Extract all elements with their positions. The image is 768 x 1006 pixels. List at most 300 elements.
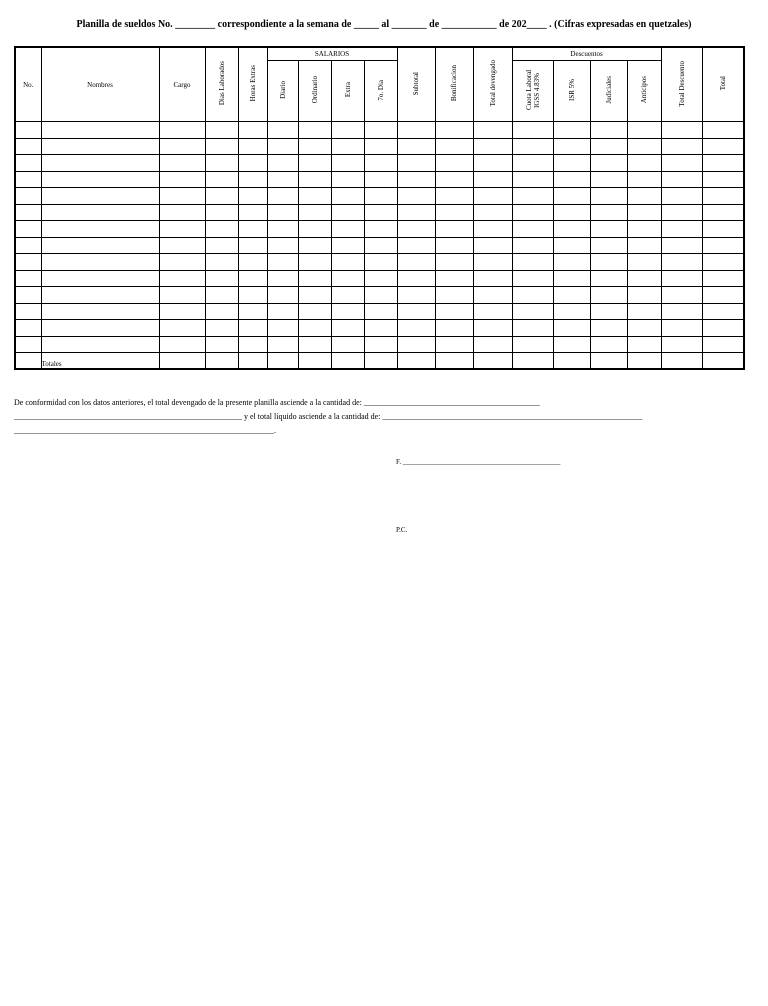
table-cell <box>298 221 331 238</box>
header-horas-extras-label: Horas Extras <box>248 65 257 102</box>
table-cell <box>435 155 473 172</box>
table-cell <box>627 171 661 188</box>
table-cell <box>159 336 205 353</box>
table-row <box>15 336 744 353</box>
signature-line: F. _____________________________________________ <box>396 458 561 466</box>
table-cell <box>661 287 702 304</box>
table-cell <box>473 303 512 320</box>
table-cell <box>298 287 331 304</box>
table-cell <box>331 155 364 172</box>
table-cell <box>702 353 744 370</box>
table-cell <box>41 336 159 353</box>
table-cell <box>590 171 627 188</box>
table-cell <box>41 237 159 254</box>
table-cell <box>331 221 364 238</box>
header-total-devengado-label: Total devengado <box>488 60 497 107</box>
table-cell <box>205 155 238 172</box>
table-cell <box>473 353 512 370</box>
table-cell <box>41 204 159 221</box>
table-cell <box>590 122 627 139</box>
conformity-line-1: De conformidad con los datos anteriores, el total devengado de la presente planilla asciende a la cantidad de: ____________________________________________ <box>14 398 540 407</box>
table-cell <box>298 336 331 353</box>
table-cell <box>473 138 512 155</box>
table-cell <box>205 303 238 320</box>
table-cell <box>364 303 397 320</box>
table-cell <box>661 320 702 337</box>
table-cell <box>15 353 41 370</box>
table-cell <box>238 221 267 238</box>
table-cell <box>512 171 553 188</box>
table-cell <box>41 155 159 172</box>
table-cell <box>364 270 397 287</box>
signature-pc-label: P.C. <box>396 526 408 534</box>
table-cell <box>159 270 205 287</box>
table-cell <box>435 188 473 205</box>
header-isr <box>553 61 590 122</box>
table-cell <box>553 237 590 254</box>
header-extra <box>331 61 364 122</box>
table-cell <box>15 237 41 254</box>
table-cell <box>661 138 702 155</box>
table-cell <box>435 171 473 188</box>
table-cell <box>364 138 397 155</box>
table-cell <box>590 303 627 320</box>
table-cell <box>590 270 627 287</box>
table-cell <box>205 237 238 254</box>
table-cell <box>627 270 661 287</box>
header-total-descuento <box>661 47 702 122</box>
table-cell <box>702 204 744 221</box>
table-cell <box>661 254 702 271</box>
header-group-descuentos: Descuentos <box>512 47 661 61</box>
table-row <box>15 171 744 188</box>
header-nombres: Nombres <box>41 47 159 122</box>
table-cell <box>238 171 267 188</box>
header-judiciales-label: Judiciales <box>604 76 613 104</box>
table-cell <box>267 353 298 370</box>
header-subtotal <box>397 47 435 122</box>
table-cell <box>397 270 435 287</box>
table-row <box>15 221 744 238</box>
table-cell <box>661 122 702 139</box>
table-cell <box>364 188 397 205</box>
table-cell <box>702 188 744 205</box>
table-cell <box>397 237 435 254</box>
table-cell <box>627 287 661 304</box>
table-cell <box>205 353 238 370</box>
table-cell <box>331 237 364 254</box>
table-cell <box>435 336 473 353</box>
table-cell <box>627 336 661 353</box>
table-cell <box>473 270 512 287</box>
table-cell <box>590 254 627 271</box>
header-anticipos <box>627 61 661 122</box>
table-cell <box>238 204 267 221</box>
table-cell <box>159 353 205 370</box>
table-cell <box>661 221 702 238</box>
table-cell <box>661 303 702 320</box>
header-total-label: Total <box>718 76 727 91</box>
table-cell <box>512 320 553 337</box>
table-cell <box>512 221 553 238</box>
table-cell <box>435 221 473 238</box>
table-cell <box>15 287 41 304</box>
table-cell <box>590 287 627 304</box>
table-cell <box>159 221 205 238</box>
table-cell <box>298 237 331 254</box>
table-cell <box>397 188 435 205</box>
table-cell <box>205 122 238 139</box>
table-cell <box>298 303 331 320</box>
table-cell <box>435 237 473 254</box>
table-cell <box>298 353 331 370</box>
table-cell <box>238 336 267 353</box>
table-cell <box>41 270 159 287</box>
table-cell <box>41 254 159 271</box>
table-cell <box>627 155 661 172</box>
table-cell <box>15 320 41 337</box>
table-cell <box>397 138 435 155</box>
table-cell <box>397 320 435 337</box>
table-cell <box>205 336 238 353</box>
table-cell <box>331 287 364 304</box>
table-cell <box>267 303 298 320</box>
table-cell <box>397 287 435 304</box>
header-bonificacion-label: Bonificacion <box>450 65 459 102</box>
table-cell <box>298 188 331 205</box>
header-total-descuento-label: Total Descuento <box>677 60 686 107</box>
header-ordinario <box>298 61 331 122</box>
table-cell <box>205 204 238 221</box>
table-cell <box>512 138 553 155</box>
table-cell <box>41 221 159 238</box>
table-cell <box>627 138 661 155</box>
table-cell <box>364 171 397 188</box>
table-cell <box>702 237 744 254</box>
table-cell <box>238 237 267 254</box>
table-cell <box>364 122 397 139</box>
table-cell <box>364 287 397 304</box>
header-bonificacion <box>435 47 473 122</box>
table-cell <box>159 303 205 320</box>
table-cell <box>590 221 627 238</box>
table-cell <box>553 221 590 238</box>
table-cell <box>627 204 661 221</box>
table-cell <box>159 204 205 221</box>
table-cell <box>590 155 627 172</box>
table-row <box>15 188 744 205</box>
header-total <box>702 47 744 122</box>
table-cell <box>661 188 702 205</box>
table-cell <box>267 122 298 139</box>
table-cell <box>702 122 744 139</box>
table-cell <box>702 287 744 304</box>
table-cell <box>435 254 473 271</box>
table-cell <box>397 336 435 353</box>
table-cell <box>627 237 661 254</box>
table-cell <box>435 287 473 304</box>
table-cell <box>331 188 364 205</box>
header-cargo: Cargo <box>159 47 205 122</box>
table-cell <box>238 353 267 370</box>
table-cell <box>397 221 435 238</box>
table-row <box>15 303 744 320</box>
table-cell <box>205 171 238 188</box>
table-cell <box>590 204 627 221</box>
table-cell <box>702 336 744 353</box>
table-cell <box>15 336 41 353</box>
table-cell <box>159 237 205 254</box>
table-cell <box>15 270 41 287</box>
table-row <box>15 204 744 221</box>
table-cell <box>512 188 553 205</box>
table-cell <box>435 270 473 287</box>
header-horas-extras <box>238 47 267 122</box>
header-no: No. <box>15 47 41 122</box>
table-cell <box>473 155 512 172</box>
table-cell <box>473 188 512 205</box>
table-cell <box>627 188 661 205</box>
table-cell <box>553 122 590 139</box>
header-ordinario-label: Ordinario <box>310 76 319 104</box>
table-cell <box>15 188 41 205</box>
table-cell <box>41 122 159 139</box>
table-cell <box>473 287 512 304</box>
table-cell <box>331 336 364 353</box>
table-cell <box>267 171 298 188</box>
table-cell <box>238 287 267 304</box>
conformity-statement <box>14 396 714 438</box>
header-extra-label: Extra <box>343 82 352 98</box>
table-cell <box>267 188 298 205</box>
table-cell <box>41 287 159 304</box>
table-cell <box>590 353 627 370</box>
table-cell <box>41 320 159 337</box>
table-cell <box>661 204 702 221</box>
table-cell <box>364 254 397 271</box>
table-cell <box>590 188 627 205</box>
table-cell <box>159 171 205 188</box>
table-row <box>15 237 744 254</box>
page-title: Planilla de sueldos No. ________ correspondiente a la semana de _____ al _______ de ___________ de 202____ . (Cifras expresadas en quetzales) <box>76 19 692 30</box>
table-cell <box>702 171 744 188</box>
header-total-devengado <box>473 47 512 122</box>
table-cell <box>397 254 435 271</box>
table-cell <box>267 237 298 254</box>
table-cell <box>238 155 267 172</box>
table-cell <box>702 270 744 287</box>
table-cell <box>15 204 41 221</box>
table-cell <box>364 155 397 172</box>
table-cell <box>553 254 590 271</box>
table-cell <box>15 221 41 238</box>
table-cell <box>627 353 661 370</box>
table-cell <box>15 254 41 271</box>
table-cell <box>331 303 364 320</box>
table-cell <box>205 287 238 304</box>
header-septimo-dia-label: 7o. Dia <box>376 79 385 101</box>
table-cell <box>331 171 364 188</box>
table-cell <box>661 155 702 172</box>
table-cell <box>627 221 661 238</box>
table-cell <box>331 320 364 337</box>
table-cell <box>298 171 331 188</box>
table-cell <box>553 303 590 320</box>
table-cell <box>159 155 205 172</box>
table-cell <box>15 155 41 172</box>
table-cell <box>512 254 553 271</box>
table-cell <box>238 138 267 155</box>
table-cell <box>298 138 331 155</box>
table-cell <box>553 138 590 155</box>
header-group-salarios: SALARIOS <box>267 47 397 61</box>
table-row <box>15 320 744 337</box>
table-cell <box>627 303 661 320</box>
table-cell <box>205 270 238 287</box>
header-cuota-igss-label: Cuota Laboral IGSS 4.83% <box>524 69 541 111</box>
table-cell <box>238 188 267 205</box>
table-cell <box>397 353 435 370</box>
table-cell <box>627 320 661 337</box>
table-cell <box>205 320 238 337</box>
totals-row <box>15 353 744 370</box>
table-cell <box>473 254 512 271</box>
header-dias-laborados-label: Dias Laborados <box>217 61 226 106</box>
table-cell <box>159 287 205 304</box>
table-cell <box>159 320 205 337</box>
table-cell <box>41 188 159 205</box>
table-cell <box>553 188 590 205</box>
table-cell <box>590 336 627 353</box>
table-cell <box>331 353 364 370</box>
table-cell <box>627 122 661 139</box>
table-cell <box>331 254 364 271</box>
table-cell <box>512 303 553 320</box>
table-row <box>15 138 744 155</box>
table-cell <box>267 287 298 304</box>
table-cell <box>41 138 159 155</box>
table-cell <box>473 171 512 188</box>
table-cell <box>553 171 590 188</box>
table-cell <box>627 254 661 271</box>
table-cell <box>15 138 41 155</box>
table-cell <box>267 254 298 271</box>
table-cell <box>15 122 41 139</box>
table-cell <box>661 270 702 287</box>
table-cell <box>267 204 298 221</box>
table-cell <box>238 270 267 287</box>
table-cell <box>512 287 553 304</box>
table-cell <box>553 270 590 287</box>
table-row <box>15 155 744 172</box>
table-cell <box>331 122 364 139</box>
table-cell <box>473 320 512 337</box>
table-cell <box>238 320 267 337</box>
table-cell <box>553 204 590 221</box>
table-cell <box>205 188 238 205</box>
table-cell <box>512 270 553 287</box>
header-septimo-dia <box>364 61 397 122</box>
table-row <box>15 122 744 139</box>
table-cell <box>661 353 702 370</box>
table-cell <box>590 138 627 155</box>
table-cell <box>364 336 397 353</box>
table-cell <box>159 138 205 155</box>
header-cuota-igss <box>512 61 553 122</box>
table-cell <box>298 254 331 271</box>
table-cell <box>397 171 435 188</box>
table-cell <box>590 320 627 337</box>
table-cell <box>298 320 331 337</box>
table-cell <box>267 320 298 337</box>
table-cell <box>702 155 744 172</box>
table-cell <box>238 254 267 271</box>
table-cell <box>267 270 298 287</box>
table-cell <box>661 171 702 188</box>
header-subtotal-label: Subtotal <box>412 71 421 96</box>
table-cell <box>364 237 397 254</box>
table-cell <box>435 204 473 221</box>
table-cell <box>159 122 205 139</box>
payroll-table <box>14 46 745 370</box>
table-cell <box>298 122 331 139</box>
header-diario-label: Diario <box>278 81 287 99</box>
table-cell <box>298 204 331 221</box>
table-cell <box>238 303 267 320</box>
table-cell <box>364 320 397 337</box>
table-cell <box>205 254 238 271</box>
table-cell <box>41 171 159 188</box>
table-cell <box>512 336 553 353</box>
table-cell <box>267 221 298 238</box>
table-cell <box>298 270 331 287</box>
header-anticipos-label: Anticipos <box>640 76 649 104</box>
table-row <box>15 254 744 271</box>
table-cell <box>15 303 41 320</box>
table-cell <box>661 336 702 353</box>
table-cell <box>435 353 473 370</box>
header-diario <box>267 61 298 122</box>
header-isr-label: ISR 5% <box>567 79 576 101</box>
table-cell <box>397 303 435 320</box>
table-cell <box>205 138 238 155</box>
table-cell <box>267 155 298 172</box>
table-cell <box>331 138 364 155</box>
table-cell <box>435 303 473 320</box>
table-cell <box>473 237 512 254</box>
table-cell <box>553 287 590 304</box>
table-cell <box>473 336 512 353</box>
table-cell <box>267 138 298 155</box>
totals-label: Totales <box>41 353 159 370</box>
table-cell <box>435 122 473 139</box>
table-cell <box>553 320 590 337</box>
conformity-line-3: _________________________________________________________________. <box>14 426 276 435</box>
table-cell <box>473 221 512 238</box>
table-cell <box>512 237 553 254</box>
table-cell <box>159 188 205 205</box>
table-cell <box>702 138 744 155</box>
table-cell <box>512 353 553 370</box>
table-cell <box>702 221 744 238</box>
table-cell <box>364 221 397 238</box>
table-cell <box>298 155 331 172</box>
table-cell <box>397 204 435 221</box>
table-cell <box>41 303 159 320</box>
table-cell <box>553 336 590 353</box>
table-cell <box>435 320 473 337</box>
table-cell <box>702 254 744 271</box>
